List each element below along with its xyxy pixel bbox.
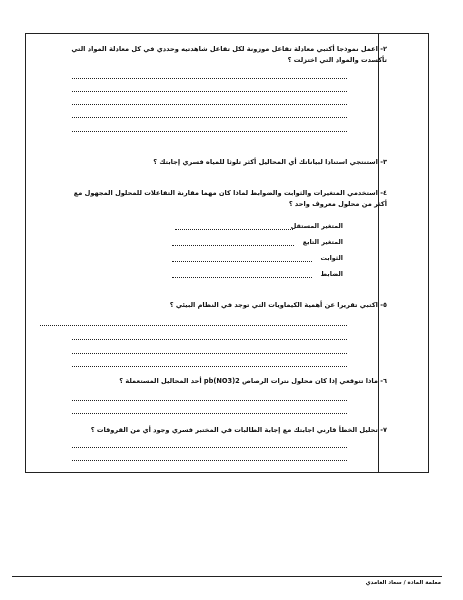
- question-3-number: ٣-: [380, 158, 387, 166]
- question-4-text: استخدمي المتغيرات والثوابت والضوابط لماذا كان مهما مقارنة التفاعلات للمحلول المجهول مع أكثر من محلول معروف واحد ؟: [73, 189, 387, 208]
- question-4: [67, 188, 387, 210]
- question-5: [67, 300, 387, 311]
- footer-teacher: معلمة المادة / سعاد الغامدي: [365, 580, 441, 586]
- answer-line[interactable]: [72, 131, 347, 132]
- question-5-text: اكتبي تقريرا عن أهمية الكيماويات التي توجد في النظام البيئي ؟: [169, 301, 378, 309]
- question-2: [67, 44, 387, 66]
- answer-line[interactable]: [72, 366, 347, 367]
- question-2-text: اعمل نموذجا أكتبي معادلة تفاعل موزونة لكل تفاعل شاهدتيه وحددي في كل معادلة المواد التي تأكسدت والمواد التي اختزلت ؟: [71, 45, 387, 64]
- answer-line[interactable]: [72, 447, 347, 448]
- constants-label: الثوابت: [320, 254, 343, 262]
- answer-line[interactable]: [72, 78, 347, 79]
- answer-line[interactable]: [72, 104, 347, 105]
- dependent-variable-label: المتغير التابع: [302, 238, 343, 246]
- question-4-number: ٤-: [380, 189, 387, 197]
- independent-variable-field[interactable]: [175, 229, 293, 230]
- question-3-text: استنتجي استنادا لبياناتك أي المحاليل أكثر تلوثا للمياه فسري إجابتك ؟: [153, 158, 378, 166]
- question-7: [67, 425, 387, 436]
- answer-line[interactable]: [40, 325, 347, 326]
- answer-line[interactable]: [72, 460, 347, 461]
- question-6: [67, 376, 387, 387]
- footer-rule: [12, 576, 442, 577]
- independent-variable-label: المتغير المستقل: [290, 222, 343, 230]
- answer-line[interactable]: [72, 339, 347, 340]
- controls-field[interactable]: [172, 277, 312, 278]
- answer-line[interactable]: [72, 353, 347, 354]
- answer-line[interactable]: [72, 400, 347, 401]
- worksheet-frame: [25, 33, 429, 473]
- question-7-number: ٧-: [380, 426, 387, 434]
- question-3: [67, 157, 387, 168]
- question-6-number: ٦-: [380, 377, 387, 385]
- question-5-number: ٥-: [380, 301, 387, 309]
- margin-divider: [378, 34, 379, 472]
- dependent-variable-field[interactable]: [172, 245, 294, 246]
- answer-line[interactable]: [72, 117, 347, 118]
- answer-line[interactable]: [72, 91, 347, 92]
- question-6-text: ماذا تتوقعي إذا كان محلول نترات الرصاص pb(NO3)2 أحد المحاليل المستعملة ؟: [119, 377, 378, 385]
- question-2-number: ٢-: [380, 45, 387, 53]
- question-7-text: تحليل الخطأ قارني اجابتك مع إجابة الطالبات في المختبر فسري وجود أي من الفروقات ؟: [90, 426, 378, 434]
- answer-line[interactable]: [72, 413, 347, 414]
- constants-field[interactable]: [172, 261, 312, 262]
- controls-label: الضابط: [320, 270, 343, 278]
